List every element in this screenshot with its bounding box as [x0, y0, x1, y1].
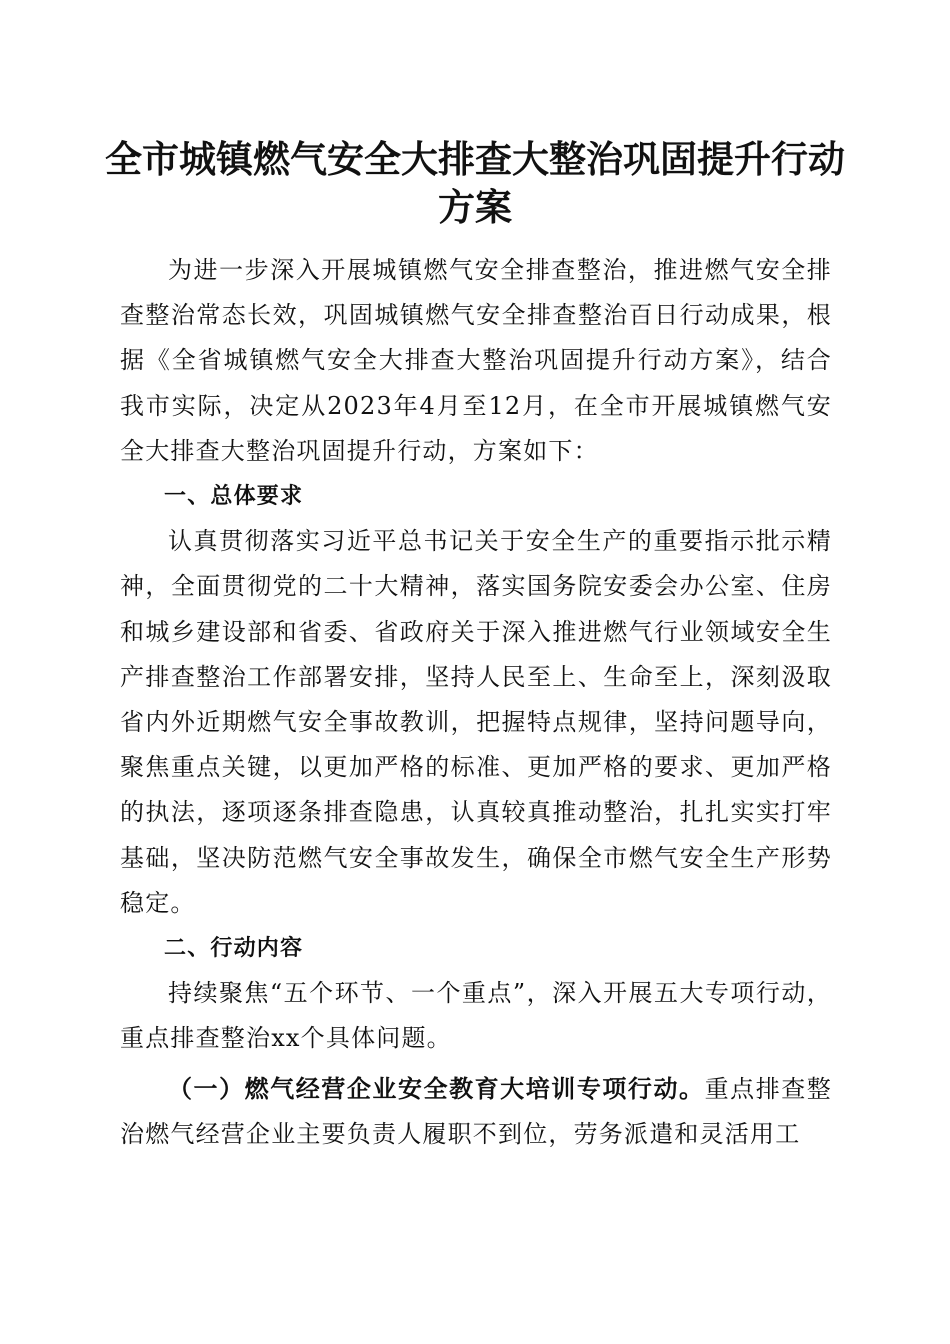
item-1-paragraph: [120, 1066, 832, 1157]
document-body: [120, 248, 832, 1157]
intro-paragraph: 为进一步深入开展城镇燃气安全排查整治，推进燃气安全排查整治常态长效，巩固城镇燃气安全排查整治百日行动成果，根据《全省城镇燃气安全大排查大整治巩固提升行动方案》，结合我市实际，决定从2023年4月至12月，在全市开展城镇燃气安全大排查大整治巩固提升行动，方案如下：: [120, 256, 832, 465]
section-1-paragraph: 认真贯彻落实习近平总书记关于安全生产的重要指示批示精神，全面贯彻党的二十大精神，落实国务院安委会办公室、住房和城乡建设部和省委、省政府关于深入推进燃气行业领域安全生产排查整治工作部署安排，坚持人民至上、生命至上，深刻汲取省内外近期燃气安全事故教训，把握特点规律，坚持问题导向，聚焦重点关键，以更加严格的标准、更加严格的要求、更加严格的执法，逐项逐条排查隐患，认真较真推动整治，扎扎实实打牢基础，坚决防范燃气安全事故发生，确保全市燃气安全生产形势稳定。: [120, 527, 832, 917]
section-1-heading: 一、总体要求: [164, 484, 304, 510]
item-1-heading: （一）燃气经营企业安全教育大培训专项行动。: [168, 1073, 705, 1103]
section-2-paragraph: 持续聚焦“五个环节、一个重点”，深入开展五大专项行动，重点排查整治xx个具体问题。: [120, 979, 832, 1053]
item-1-body: 重点排查整治燃气经营企业主要负责人履职不到位，劳务派遣和灵活用工: [120, 1074, 833, 1148]
section-2-heading: 二、行动内容: [164, 936, 304, 962]
document-title-line-2: 方案: [438, 185, 512, 229]
document-title-line-1: 全市城镇燃气安全大排查大整治巩固提升行动: [105, 137, 845, 181]
